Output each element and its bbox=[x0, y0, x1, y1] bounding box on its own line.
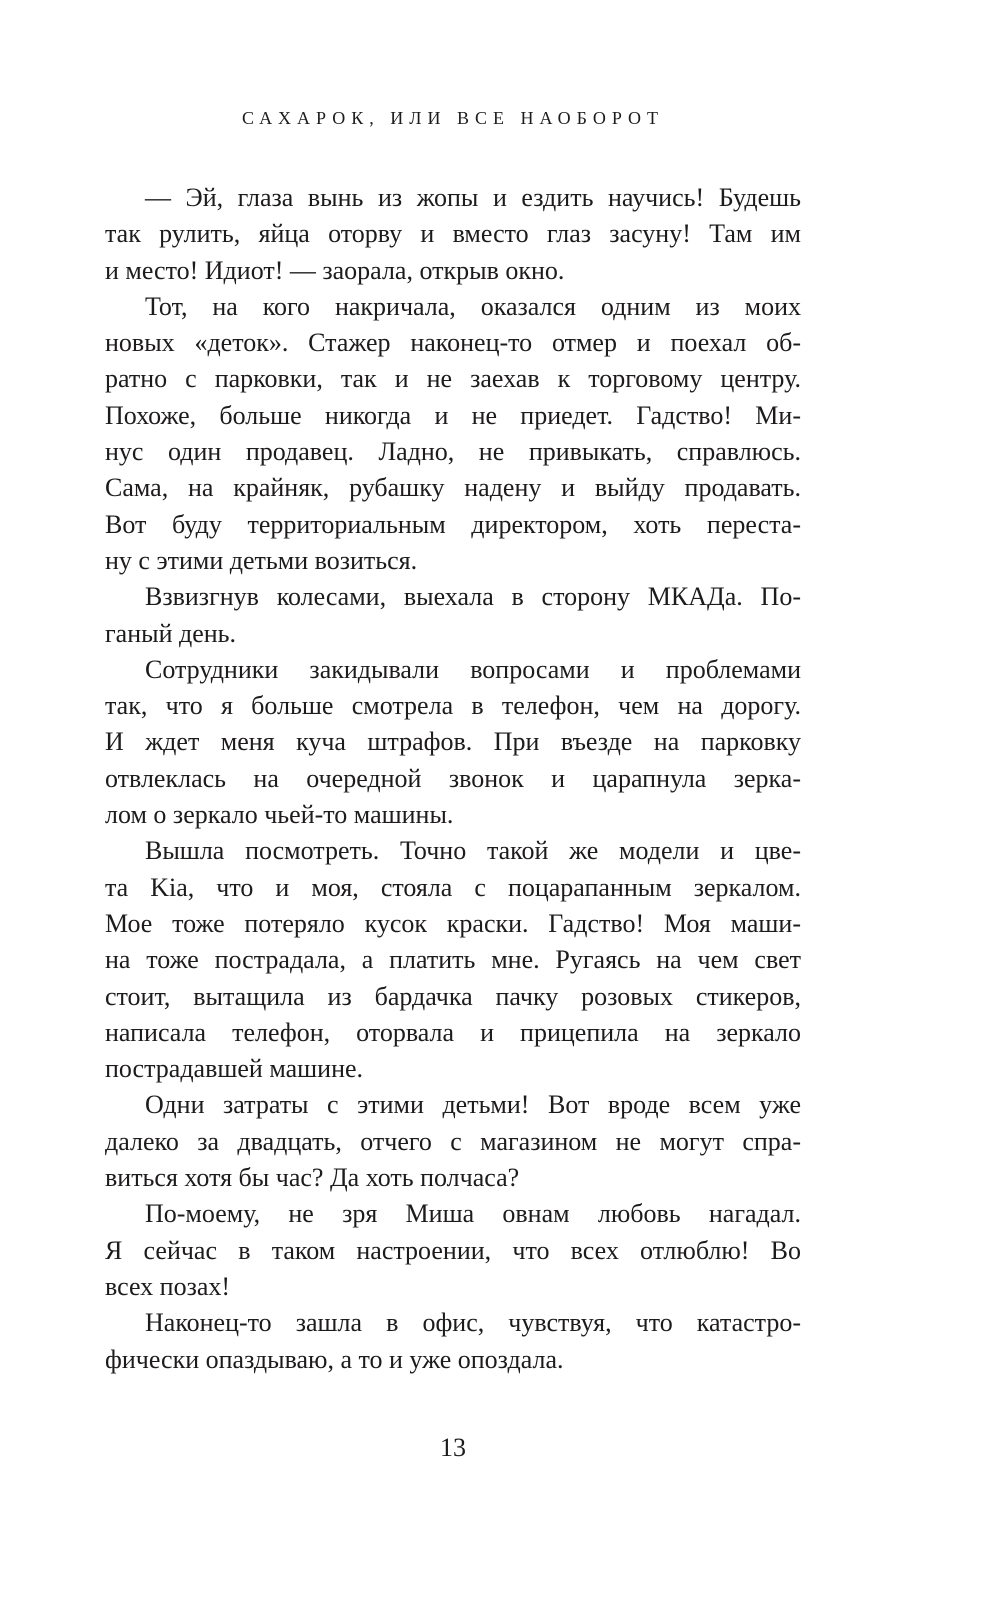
text-line: Наконец-то зашла в офис, чувствуя, что катастро- bbox=[145, 1308, 801, 1338]
body-text bbox=[105, 180, 801, 1378]
text-line: новых «деток». Стажер наконец-то отмер и поехал об- bbox=[105, 328, 801, 358]
text-line: и место! Идиот! — заорала, открыв окно. bbox=[105, 255, 565, 285]
text-line: Мое тоже потеряло кусок краски. Гадство! Моя маши- bbox=[105, 908, 801, 938]
paragraph bbox=[105, 1196, 801, 1305]
text-line: Вышла посмотреть. Точно такой же модели и цве- bbox=[145, 836, 801, 866]
text-line: так, что я больше смотрела в телефон, чем на дорогу. bbox=[105, 691, 801, 721]
text-line: пострадавшей машине. bbox=[105, 1054, 364, 1084]
text-line: ну с этими детьми возиться. bbox=[105, 545, 418, 575]
text-line: Взвизгнув колесами, выехала в сторону МКАДа. По- bbox=[145, 582, 801, 612]
text-line: нус один продавец. Ладно, не привыкать, справлюсь. bbox=[105, 437, 801, 467]
text-line: отвлеклась на очередной звонок и царапнула зерка- bbox=[105, 763, 801, 793]
text-line: далеко за двадцать, отчего с магазином не могут спра- bbox=[105, 1126, 801, 1156]
text-line: Я сейчас в таком настроении, что всех отлюблю! Во bbox=[105, 1235, 801, 1265]
text-line: написала телефон, оторвала и прицепила на зеркало bbox=[105, 1017, 801, 1047]
paragraph bbox=[105, 652, 801, 833]
text-line: так рулить, яйца оторву и вместо глаз засуну! Там им bbox=[105, 219, 801, 249]
text-line: Похоже, больше никогда и не приедет. Гадство! Ми- bbox=[105, 400, 801, 430]
text-line: ганый день. bbox=[105, 618, 237, 648]
text-line: — Эй, глаза вынь из жопы и ездить научись! Будешь bbox=[145, 183, 801, 212]
paragraph bbox=[105, 1087, 801, 1196]
running-head: САХАРОК, ИЛИ ВСЕ НАОБОРОТ bbox=[241, 108, 665, 128]
text-line: Сама, на крайняк, рубашку надену и выйду продавать. bbox=[105, 473, 801, 503]
text-line: Сотрудники закидывали вопросами и проблемами bbox=[145, 654, 801, 684]
text-line: всех позах! bbox=[105, 1271, 231, 1301]
text-line: ратно с парковки, так и не заехав к торговому центру. bbox=[105, 364, 801, 394]
text-line: Тот, на кого накричала, оказался одним из моих bbox=[145, 291, 801, 321]
text-line: та Kia, что и моя, стояла с поцарапанным зеркалом. bbox=[105, 872, 801, 902]
text-line: Одни затраты с этими детьми! Вот вроде всем уже bbox=[145, 1090, 801, 1120]
page-number: 13 bbox=[440, 1433, 466, 1462]
paragraph bbox=[105, 1305, 801, 1378]
text-line: По-моему, не зря Миша овнам любовь нагадал. bbox=[145, 1199, 801, 1229]
text-line: фически опаздываю, а то и уже опоздала. bbox=[105, 1344, 564, 1374]
text-line: Вот буду территориальным директором, хоть переста- bbox=[105, 509, 801, 539]
paragraph bbox=[105, 833, 801, 1087]
text-line: на тоже пострадала, а платить мне. Ругаясь на чем свет bbox=[105, 945, 801, 975]
text-line: виться хотя бы час? Да хоть полчаса? bbox=[105, 1163, 520, 1193]
text-line: И ждет меня куча штрафов. При въезде на парковку bbox=[105, 727, 801, 757]
text-line: стоит, вытащила из бардачка пачку розовых стикеров, bbox=[105, 981, 801, 1011]
paragraph bbox=[105, 289, 801, 579]
paragraph bbox=[105, 180, 801, 289]
text-line: лом о зеркало чьей-то машины. bbox=[105, 800, 454, 830]
paragraph bbox=[105, 579, 801, 652]
